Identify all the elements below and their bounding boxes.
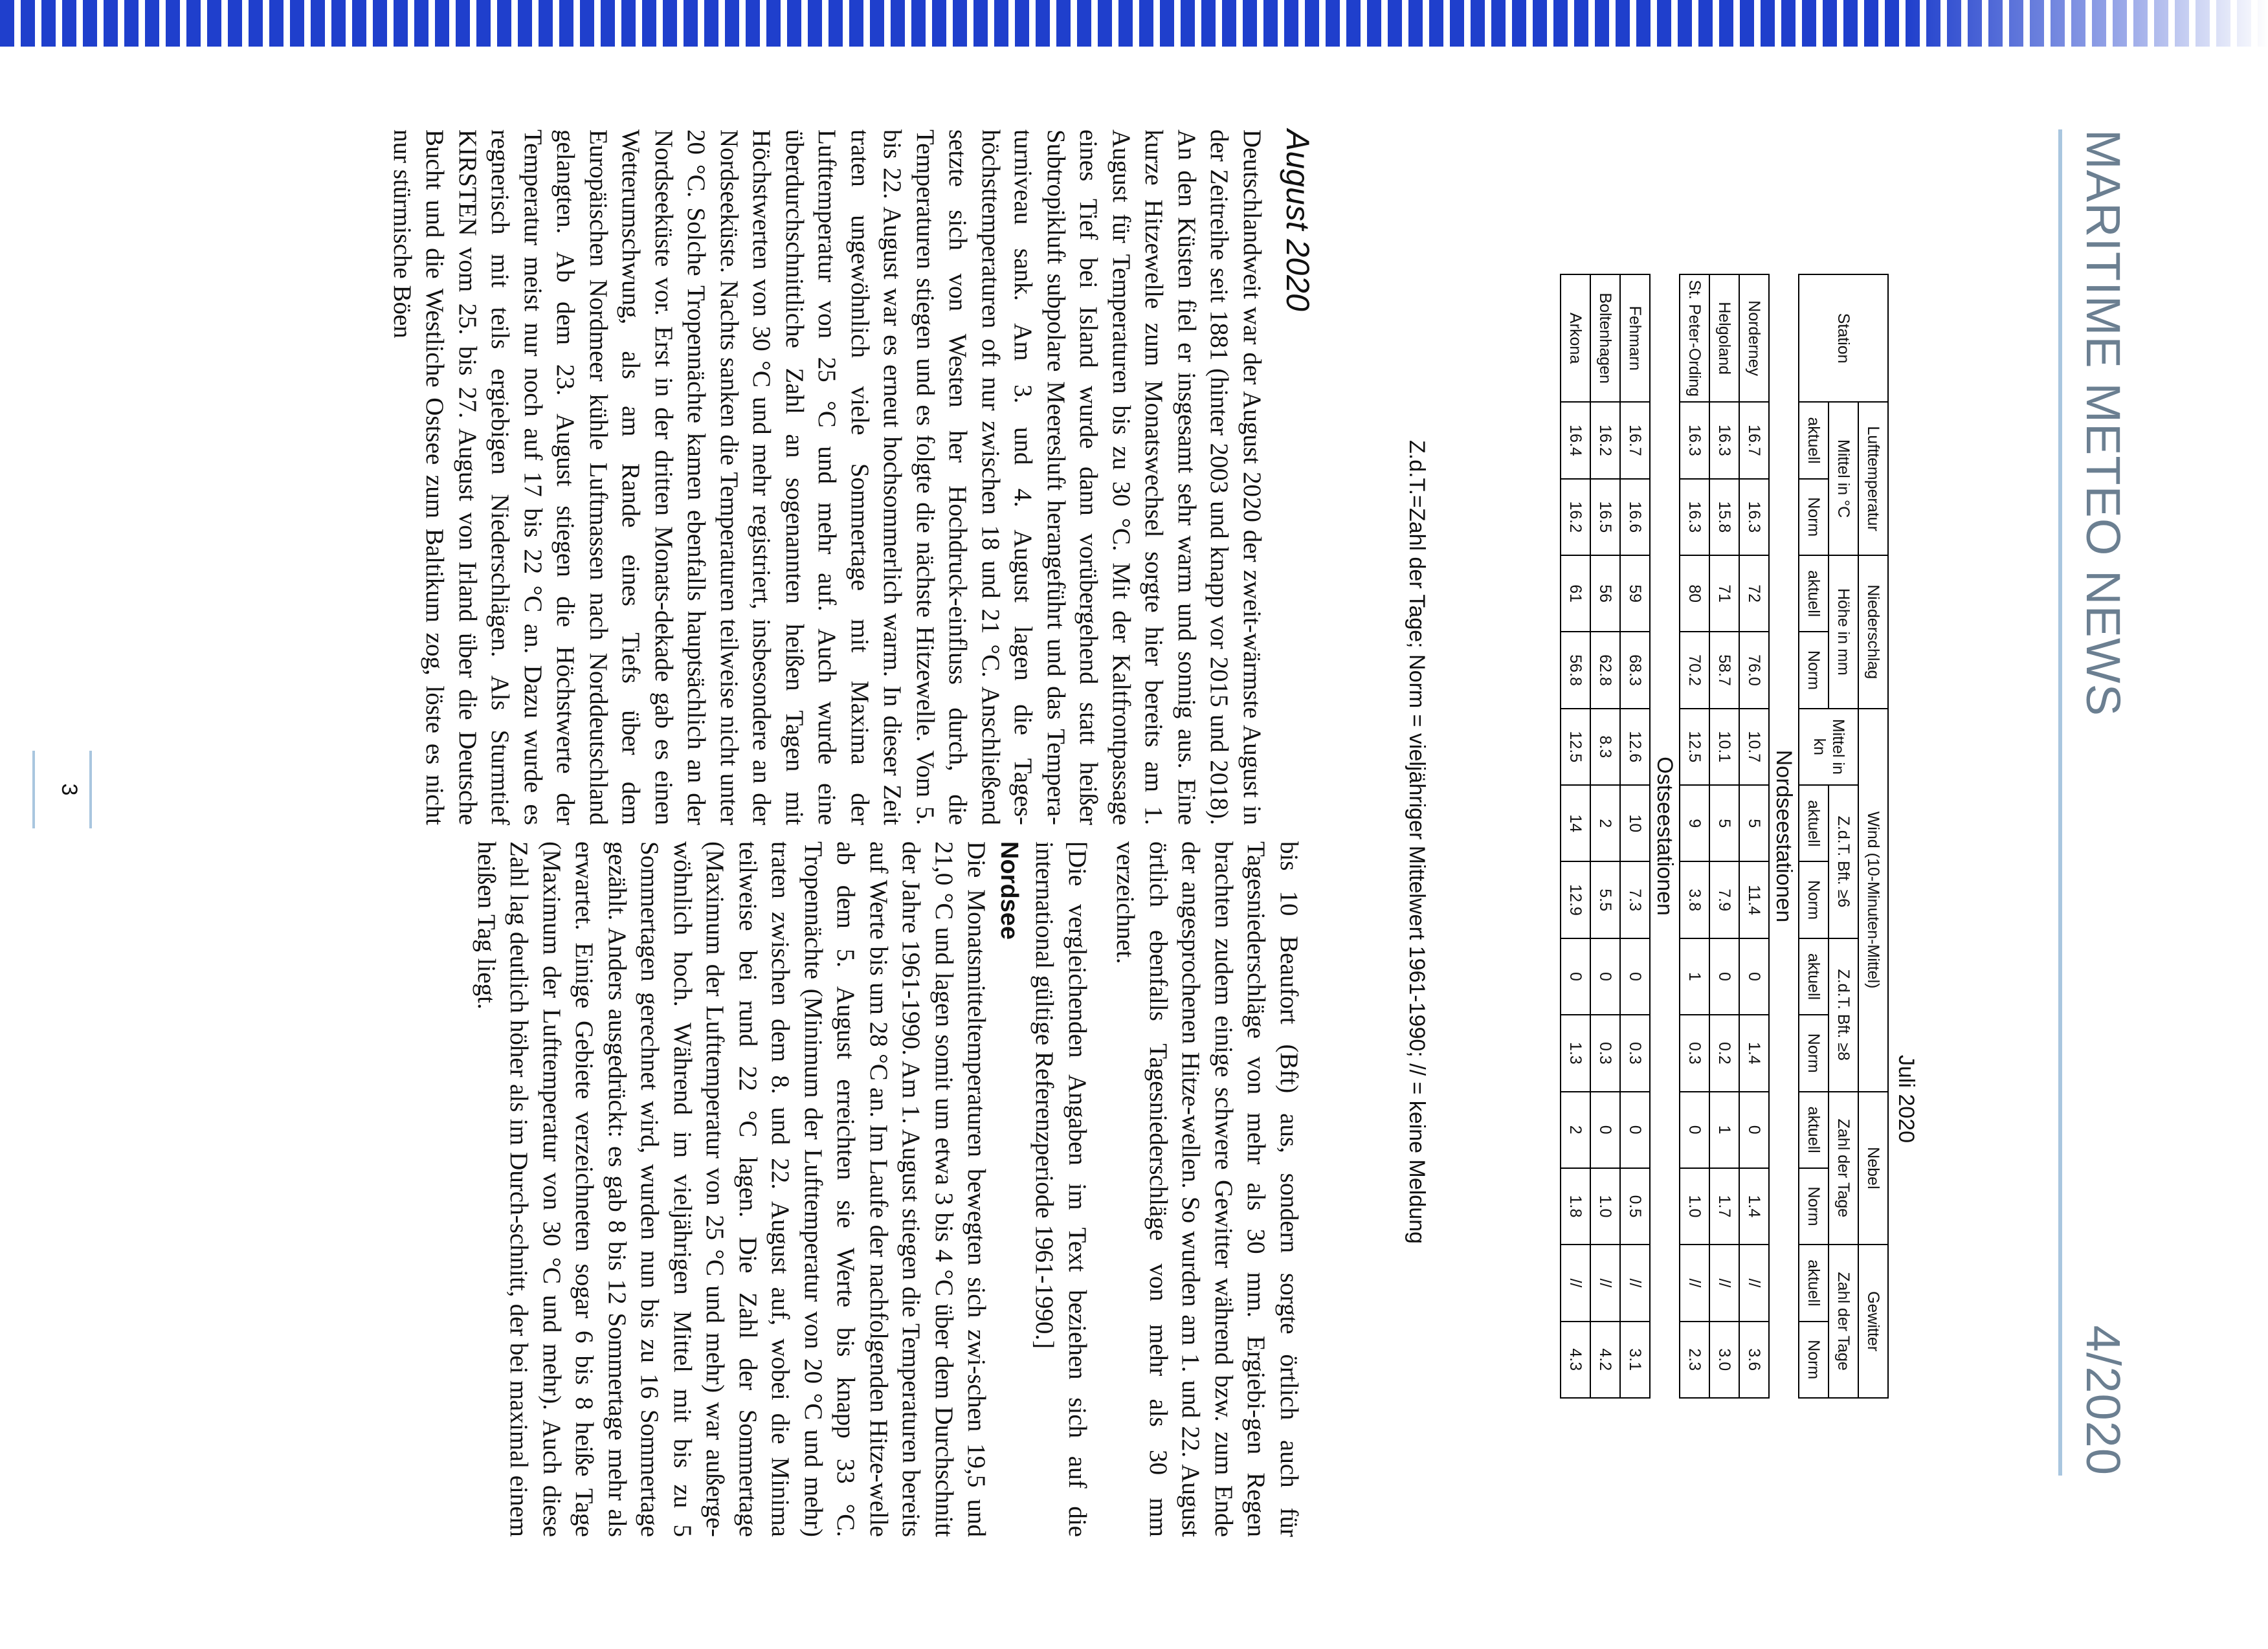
table-cell: 12.6 (1620, 709, 1650, 785)
table-cell: // (1709, 1245, 1739, 1321)
table-cell: // (1620, 1245, 1650, 1321)
table-row (1590, 274, 1620, 1398)
table-cell: 16.2 (1590, 402, 1620, 478)
table-cell: 9 (1680, 785, 1709, 861)
col-sub-norm: Norm (1799, 632, 1829, 708)
newsletter-title: MARITIME METEO NEWS (2076, 129, 2130, 716)
table-cell: 16.2 (1561, 479, 1590, 555)
col-sub-current: aktuell (1799, 402, 1829, 478)
table-cell: 70.2 (1680, 632, 1709, 708)
table-cell: 0 (1620, 1092, 1650, 1168)
table-cell: 56.8 (1561, 632, 1590, 708)
table-caption: Juli 2020 (1894, 1054, 1918, 1144)
table-cell: 16.3 (1709, 402, 1739, 478)
table-cell: 1.4 (1739, 1168, 1769, 1245)
table-cell: 10.1 (1709, 709, 1739, 785)
table-cell: 7.9 (1709, 861, 1739, 938)
table-cell: 10 (1620, 785, 1650, 861)
text-column-left (386, 129, 1269, 825)
col-sub-current: aktuell (1799, 938, 1829, 1015)
table-cell: 3.6 (1739, 1322, 1769, 1398)
col-subheader-wind-mean: Mittel in kn (1799, 709, 1858, 785)
table-cell: 68.3 (1620, 632, 1650, 708)
col-sub-norm: Norm (1799, 479, 1829, 555)
table-cell: // (1739, 1245, 1769, 1321)
table-cell: // (1561, 1245, 1590, 1321)
col-header-thunder: Gewitter (1858, 1245, 1888, 1398)
col-header-fog: Nebel (1858, 1092, 1888, 1245)
table-cell: 5 (1739, 785, 1769, 861)
col-sub-current: aktuell (1799, 1092, 1829, 1168)
table-cell: 0 (1590, 1092, 1620, 1168)
station-name: St. Peter-Ording (1680, 274, 1709, 402)
text-column-right (470, 841, 1306, 1537)
col-subheader-bft6: Z.d.T. Bft. ≥6 (1829, 785, 1858, 938)
table-cell: // (1680, 1245, 1709, 1321)
table-cell: 1.0 (1590, 1168, 1620, 1245)
table-cell: 3.0 (1709, 1322, 1739, 1398)
table-cell: 16.7 (1620, 402, 1650, 478)
col-subheader-bft8: Z.d.T. Bft. ≥8 (1829, 938, 1858, 1092)
table-cell: 1.4 (1739, 1015, 1769, 1091)
table-cell: 1.0 (1680, 1168, 1709, 1245)
article-heading: August 2020 (1280, 129, 1316, 311)
table-cell: 16.3 (1739, 479, 1769, 555)
table-cell: 58.7 (1709, 632, 1739, 708)
table-cell: 0.5 (1620, 1168, 1650, 1245)
col-sub-current: aktuell (1799, 785, 1829, 861)
table-cell: 16.3 (1680, 402, 1709, 478)
col-sub-norm: Norm (1799, 861, 1829, 938)
table-cell: 0 (1680, 1092, 1709, 1168)
table-cell: 0.2 (1709, 1015, 1739, 1091)
table-footnote: Z.d.T.=Zahl der Tage; Norm = vieljähriger Mittelwert 1961-1990; // = keine Meldung (1405, 440, 1429, 1244)
table-cell: 16.6 (1620, 479, 1650, 555)
table-cell: 0.3 (1620, 1015, 1650, 1091)
table-row (1739, 274, 1769, 1398)
page-number-rule (32, 751, 35, 828)
table-cell: 0 (1590, 938, 1620, 1015)
table-cell: 11.4 (1739, 861, 1769, 938)
table-cell: 7.3 (1620, 861, 1650, 938)
station-name: Boltenhagen (1590, 274, 1620, 402)
col-header-precip: Niederschlag (1858, 555, 1888, 709)
table-cell: 4.3 (1561, 1322, 1590, 1398)
section-subheading: Nordsee (995, 841, 1023, 940)
table-cell: 15.8 (1709, 479, 1739, 555)
table-cell: 0 (1739, 938, 1769, 1015)
table-cell: 3.1 (1620, 1322, 1650, 1398)
col-subheader-thunder-days: Zahl der Tage (1829, 1245, 1858, 1398)
table-cell: 0.3 (1590, 1015, 1620, 1091)
table-cell: 59 (1620, 555, 1650, 632)
col-sub-current: aktuell (1799, 555, 1829, 632)
table-cell: 62.8 (1590, 632, 1620, 708)
table-cell: 72 (1739, 555, 1769, 632)
table-cell: 5 (1709, 785, 1739, 861)
article-paragraph: bis 10 Beaufort (Bft) aus, sondern sorgte örtlich auch für Tagesniederschläge von mehr als 30 mm. Ergiebi-gen Regen brachten zudem einige schwere Gewitter während bzw. zum Ende der angesprochenen Hitze-wellen. So wurden am 1. und 22. August örtlich ebenfalls Tagesniederschläge von mehr als 30 mm verzeichnet. (1111, 841, 1303, 1537)
page-number: 3 (57, 783, 82, 796)
table-cell: 10.7 (1739, 709, 1769, 785)
table-cell: 1.7 (1709, 1168, 1739, 1245)
col-sub-norm: Norm (1799, 1015, 1829, 1091)
col-sub-norm: Norm (1799, 1168, 1829, 1245)
table-cell: 80 (1680, 555, 1709, 632)
table-cell: 2 (1561, 1092, 1590, 1168)
page-number-rule (89, 751, 92, 828)
table-row (1561, 274, 1590, 1398)
east-station-rows (1561, 274, 1650, 1398)
table-row (1709, 274, 1739, 1398)
running-header (2069, 129, 2137, 1476)
table-cell: 0 (1620, 938, 1650, 1015)
col-subheader-temp-mean: Mittel in °C (1829, 402, 1858, 555)
table-cell: 2 (1590, 785, 1620, 861)
table-cell: 5.5 (1590, 861, 1620, 938)
section-label-east: Ostseestationen (1652, 757, 1678, 916)
article-paragraph: Deutschlandweit war der August 2020 der zweit-wärmste August in der Zeitreihe seit 1881 (hinter 2003 und knapp vor 2015 und 2018). An den Küsten fiel er insgesamt sehr warm und sonnig aus. Eine kurze Hitzewelle zum Monatswechsel sorgte hier bereits am 1. August für Temperaturen bis zu 30 °C. Mit der Kaltfrontpassage eines Tief bei Island wurde dann vorübergehend statt heißer Subtropikluft subpolare Meeresluft herangeführt und das Tempera-turniveau sank. Am 3. und 4. August lagen die Tages-höchsttemperaturen oft nur zwischen 18 und 21 °C. Anschließend setzte sich von Westen her Hochdruck-einfluss durch, die Temperaturen stiegen und es folgte die nächste Hitzewelle. Vom 5. bis 22. August war es erneut hochsommerlich warm. In dieser Zeit traten ungewöhnlich viele Sommertage mit Maxima der Lufttemperatur von 25 °C und mehr auf. Auch wurde eine überdurchschnittliche Zahl an sogenannten heißen Tagen mit Höchstwerten von 30 °C und mehr registriert, insbesondere an der Nordseeküste. Nachts sanken die Temperaturen teilweise nicht unter 20 °C. Solche Tropennächte kamen ebenfalls hauptsächlich an der Nordseeküste vor. Erst in der dritten Monats-dekade gab es einen Wetterumschwung, als am Rande eines Tiefs über dem Europäischen Nordmeer kühle Luftmassen nach Norddeutschland gelangten. Ab dem 23. August stiegen die Höchstwerte der Temperatur meist nur noch auf 17 bis 22 °C an. Dazu wurde es regnerisch mit teils ergiebigen Niederschlägen. Als Sturmtief KIRSTEN vom 25. bis 27. August von Irland über die Deutsche Bucht und die Westliche Ostsee zum Baltikum zog, löste es nicht nur stürmische Böen (388, 129, 1266, 825)
table-cell: 2.3 (1680, 1322, 1709, 1398)
table-cell: 76.0 (1739, 632, 1769, 708)
station-table-north (1560, 274, 1889, 1399)
table-cell: 61 (1561, 555, 1590, 632)
table-cell: 0 (1709, 938, 1739, 1015)
station-name: Arkona (1561, 274, 1590, 402)
table-cell: 16.3 (1680, 479, 1709, 555)
issue-number: 4/2020 (2076, 1325, 2130, 1476)
table-cell: 1 (1680, 938, 1709, 1015)
table-cell: 16.7 (1739, 402, 1769, 478)
col-sub-current: aktuell (1799, 1245, 1829, 1321)
table-cell: 12.5 (1561, 709, 1590, 785)
col-header-wind: Wind (10-Minuten-Mittel) (1858, 709, 1888, 1092)
table-cell: 12.5 (1680, 709, 1709, 785)
station-name: Norderney (1739, 274, 1769, 402)
table-cell: 56 (1590, 555, 1620, 632)
table-row (1620, 274, 1650, 1398)
col-subheader-precip-height: Höhe in mm (1829, 555, 1858, 709)
table-cell: 0 (1739, 1092, 1769, 1168)
col-sub-norm: Norm (1799, 1322, 1829, 1398)
table-cell: 0 (1561, 938, 1590, 1015)
table-cell: 1 (1709, 1092, 1739, 1168)
table-cell: 8.3 (1590, 709, 1620, 785)
table-cell: 14 (1561, 785, 1590, 861)
table-cell: 3.8 (1680, 861, 1709, 938)
col-subheader-fog-days: Zahl der Tage (1829, 1092, 1858, 1245)
station-name: Helgoland (1709, 274, 1739, 402)
header-rule (2058, 129, 2062, 1476)
station-name: Fehmarn (1620, 274, 1650, 402)
table-cell: 4.2 (1590, 1322, 1620, 1398)
table-cell: 12.9 (1561, 861, 1590, 938)
table-cell: 1.8 (1561, 1168, 1590, 1245)
table-cell: 16.4 (1561, 402, 1590, 478)
table-cell: // (1590, 1245, 1620, 1321)
reference-note: [Die vergleichenden Angaben im Text beziehen sich auf die international gültige Referenzperiode 1961-1990.] (1030, 841, 1091, 1537)
table-cell: 1.3 (1561, 1015, 1590, 1091)
col-header-air-temp: Lufttemperatur (1858, 402, 1888, 555)
col-header-station: Station (1799, 274, 1888, 402)
table-cell: 71 (1709, 555, 1739, 632)
section-label-north: Nordseestationen (1772, 749, 1797, 923)
north-station-rows (1680, 274, 1769, 1398)
article-paragraph: Die Monatsmitteltemperaturen bewegten sich zwi-schen 19,5 und 21,0 °C und lagen somit um etwa 3 bis 4 °C über dem Durchschnitt der Jahre 1961-1990. Am 1. August stiegen die Temperaturen bereits auf Werte bis um 28 °C an. Im Laufe der nachfolgenden Hitze-welle ab dem 5. August erreichten sie Werte bis knapp 33 °C. Tropennächte (Minimum der Lufttemperatur von 20 °C und mehr) traten zwischen dem 8. und 22. August auf, wobei die Minima teilweise bei rund 22 °C lagen. Die Zahl der Sommertage (Maximum der Lufttemperatur von 25 °C und mehr) war außerge-wöhnlich hoch. Während im vieljährigen Mittel mit bis zu 5 Sommertagen gerechnet wird, wurden nun bis zu 16 Sommertage gezählt. Anders ausgedrückt: es gab 8 bis 12 Sommertage mehr als erwartet. Einige Gebiete verzeichneten sogar 6 bis 8 heiße Tage (Maximum der Lufttemperatur von 30 °C und mehr). Auch diese Zahl lag deutlich höher als im Durch-schnitt, der bei maximal einem heißen Tag liegt. (472, 841, 991, 1537)
table-cell: 16.5 (1590, 479, 1620, 555)
table-cell: 0.3 (1680, 1015, 1709, 1091)
table-row (1680, 274, 1709, 1398)
